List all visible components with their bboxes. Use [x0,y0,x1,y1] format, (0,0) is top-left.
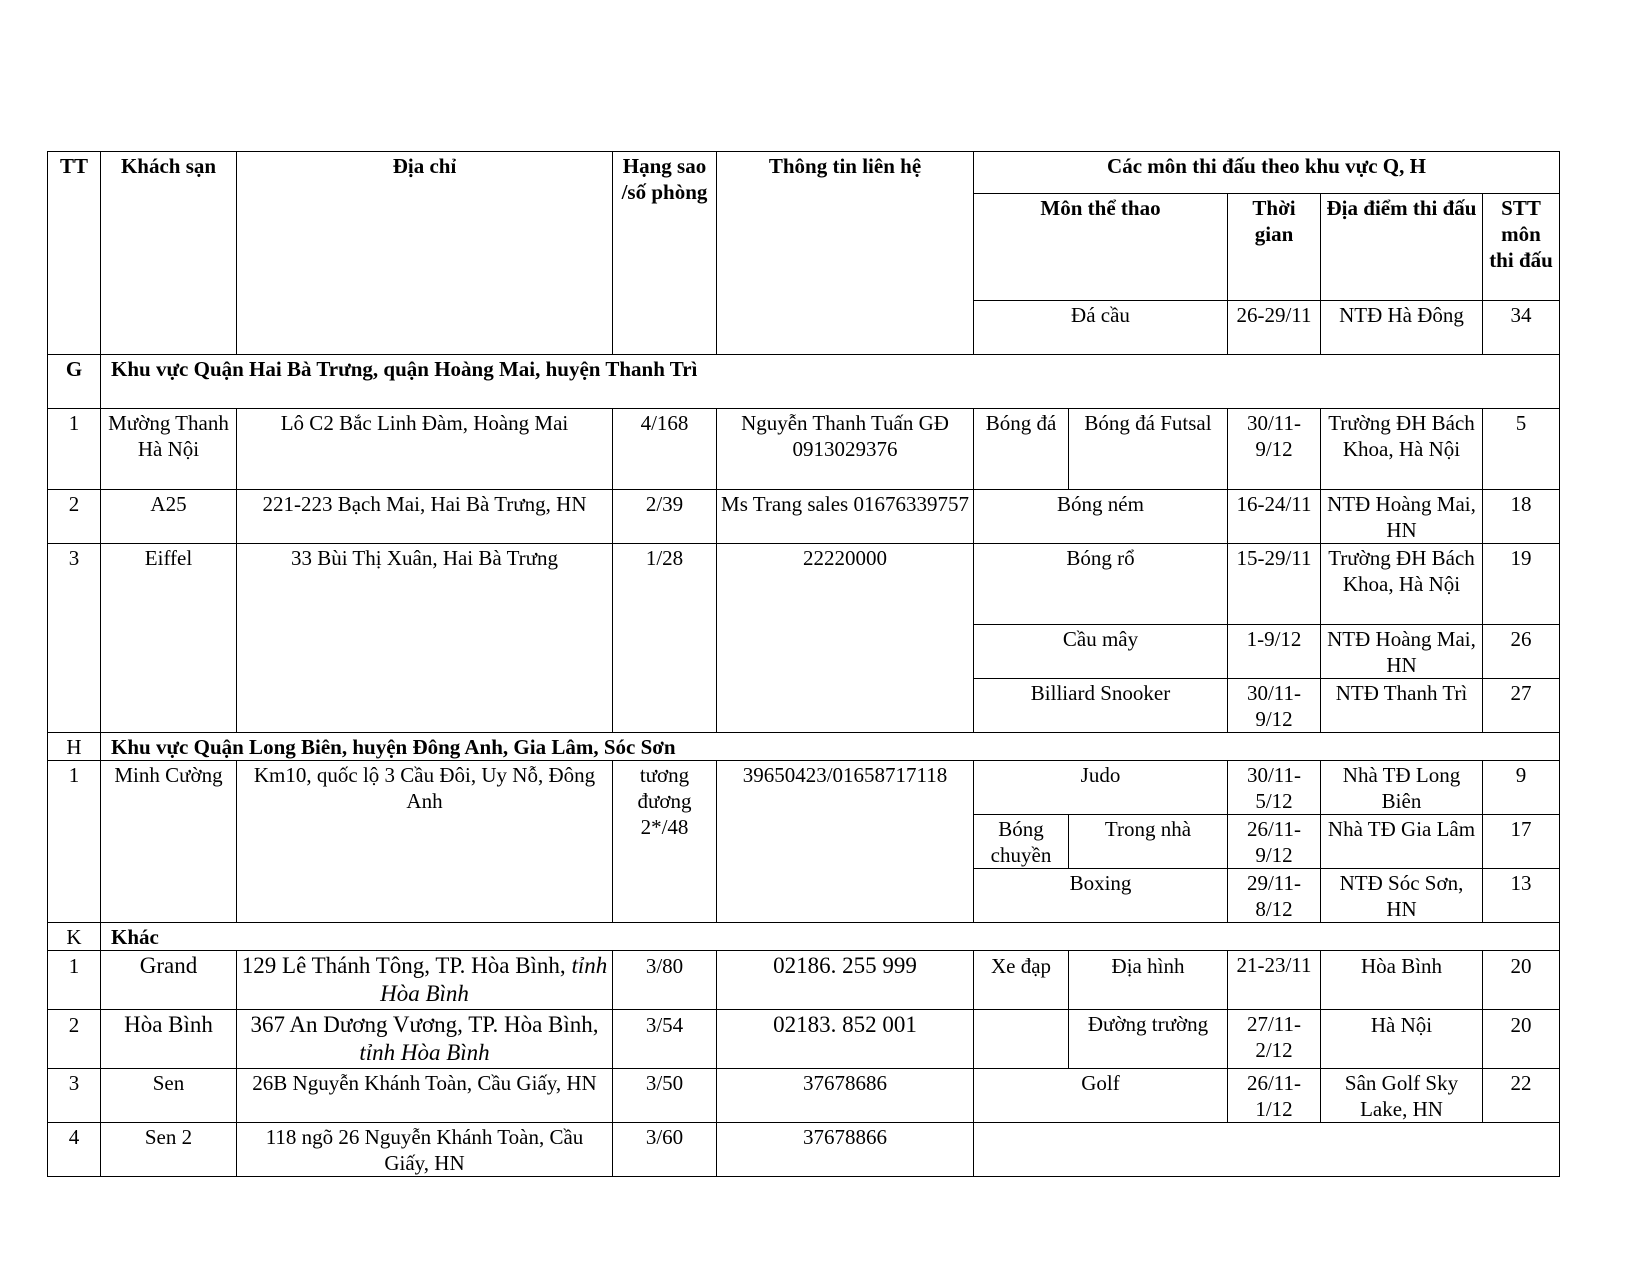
sport-cell: Đá cầu [974,301,1228,355]
hotel-cell: Eiffel [101,544,237,733]
contact-cell: Nguyễn Thanh Tuấn GĐ 0913029376 [717,409,974,490]
section-title: Khu vực Quận Long Biên, huyện Đông Anh, Gia Lâm, Sóc Sơn [101,733,1560,761]
col-header-address: Địa chỉ [237,152,613,355]
sport-cell: Billiard Snooker [974,679,1228,733]
sport-cell [974,1010,1069,1069]
venue-cell: NTĐ Sóc Sơn, HN [1321,869,1483,923]
contact-cell: 37678686 [717,1069,974,1123]
address-province: tỉnh Hòa Bình [380,953,608,1006]
contact-cell: 02183. 852 001 [717,1010,974,1069]
hotel-events-table [47,151,1560,1177]
table-row [48,1010,1560,1069]
sport-cell: Judo [974,761,1228,815]
sport-sub-cell: Trong nhà [1069,815,1228,869]
venue-cell: NTĐ Hoàng Mai, HN [1321,490,1483,544]
tt-cell: 3 [48,1069,101,1123]
section-code: H [48,733,101,761]
hotel-cell: A25 [101,490,237,544]
table-row [48,1123,1560,1177]
tt-cell: 2 [48,490,101,544]
stt-cell: 26 [1483,625,1560,679]
table-row [48,490,1560,544]
sport-cell: Xe đạp [974,951,1069,1010]
address-cell: 33 Bùi Thị Xuân, Hai Bà Trưng [237,544,613,733]
rank-cell: 3/60 [613,1123,717,1177]
section-row-g [48,355,1560,409]
rank-cell: 4/168 [613,409,717,490]
col-header-venue: Địa điểm thi đấu [1321,194,1483,301]
stt-cell: 13 [1483,869,1560,923]
rank-cell: 3/80 [613,951,717,1010]
sport-cell: Boxing [974,869,1228,923]
empty-events-cell [974,1123,1560,1177]
tt-cell: 2 [48,1010,101,1069]
rank-cell: 3/54 [613,1010,717,1069]
stt-cell: 20 [1483,951,1560,1010]
contact-cell: 02186. 255 999 [717,951,974,1010]
time-cell: 16-24/11 [1228,490,1321,544]
sport-sub-cell: Đường trường [1069,1010,1228,1069]
sport-cell: Bóng rổ [974,544,1228,625]
hotel-cell: Hòa Bình [101,1010,237,1069]
hotel-cell: Sen [101,1069,237,1123]
sport-sub-cell: Địa hình [1069,951,1228,1010]
time-cell: 29/11-8/12 [1228,869,1321,923]
time-cell: 21-23/11 [1228,951,1321,1010]
venue-cell: Sân Golf Sky Lake, HN [1321,1069,1483,1123]
section-code: G [48,355,101,409]
stt-cell: 27 [1483,679,1560,733]
time-cell: 30/11-5/12 [1228,761,1321,815]
sport-cell: Bóng chuyền [974,815,1069,869]
hotel-cell: Grand [101,951,237,1010]
time-cell: 26/11-9/12 [1228,815,1321,869]
sport-cell: Cầu mây [974,625,1228,679]
time-cell: 26-29/11 [1228,301,1321,355]
section-title: Khu vực Quận Hai Bà Trưng, quận Hoàng Mai, huyện Thanh Trì [101,355,1560,409]
table-row [48,1069,1560,1123]
rank-cell: 2/39 [613,490,717,544]
col-header-tt: TT [48,152,101,355]
stt-cell: 19 [1483,544,1560,625]
tt-cell: 3 [48,544,101,733]
stt-cell: 22 [1483,1069,1560,1123]
sport-sub-cell: Bóng đá Futsal [1069,409,1228,490]
address-main: 129 Lê Thánh Tông, TP. Hòa Bình, [241,953,566,978]
venue-cell: Nhà TĐ Long Biên [1321,761,1483,815]
table-row [48,544,1560,625]
address-cell [237,1010,613,1069]
col-header-sport: Môn thể thao [974,194,1228,301]
time-cell: 1-9/12 [1228,625,1321,679]
time-cell: 27/11-2/12 [1228,1010,1321,1069]
hotel-cell: Sen 2 [101,1123,237,1177]
header-row-1 [48,152,1560,194]
venue-cell: Trường ĐH Bách Khoa, Hà Nội [1321,409,1483,490]
time-cell: 30/11-9/12 [1228,679,1321,733]
address-cell: 221-223 Bạch Mai, Hai Bà Trưng, HN [237,490,613,544]
address-cell: Lô C2 Bắc Linh Đàm, Hoàng Mai [237,409,613,490]
stt-cell: 17 [1483,815,1560,869]
stt-cell: 9 [1483,761,1560,815]
venue-cell: NTĐ Thanh Trì [1321,679,1483,733]
sport-cell: Bóng đá [974,409,1069,490]
address-main: 367 An Dương Vương, TP. Hòa Bình, [250,1012,599,1037]
time-cell: 15-29/11 [1228,544,1321,625]
rank-cell: tương đương 2*/48 [613,761,717,923]
table-row [48,951,1560,1010]
col-header-contact: Thông tin liên hệ [717,152,974,355]
contact-cell: 22220000 [717,544,974,733]
section-title: Khác [101,923,1560,951]
venue-cell: NTĐ Hoàng Mai, HN [1321,625,1483,679]
venue-cell: Hà Nội [1321,1010,1483,1069]
hotel-cell: Minh Cường [101,761,237,923]
time-cell: 26/11-1/12 [1228,1069,1321,1123]
col-header-hotel: Khách sạn [101,152,237,355]
contact-cell: 37678866 [717,1123,974,1177]
venue-cell: NTĐ Hà Đông [1321,301,1483,355]
stt-cell: 20 [1483,1010,1560,1069]
tt-cell: 1 [48,409,101,490]
sport-cell: Bóng ném [974,490,1228,544]
venue-cell: Trường ĐH Bách Khoa, Hà Nội [1321,544,1483,625]
tt-cell: 1 [48,761,101,923]
table-row [48,409,1560,490]
address-cell: 118 ngõ 26 Nguyễn Khánh Toàn, Cầu Giấy, HN [237,1123,613,1177]
section-code: K [48,923,101,951]
address-cell: Km10, quốc lộ 3 Cầu Đôi, Uy Nỗ, Đông Anh [237,761,613,923]
address-province: tỉnh Hòa Bình [359,1040,490,1065]
address-cell: 26B Nguyễn Khánh Toàn, Cầu Giấy, HN [237,1069,613,1123]
col-header-time: Thời gian [1228,194,1321,301]
stt-cell: 34 [1483,301,1560,355]
col-header-rank: Hạng sao /số phòng [613,152,717,355]
tt-cell: 4 [48,1123,101,1177]
col-header-events-group: Các môn thi đấu theo khu vực Q, H [974,152,1560,194]
hotel-cell: Mường Thanh Hà Nội [101,409,237,490]
address-cell [237,951,613,1010]
rank-cell: 3/50 [613,1069,717,1123]
time-cell: 30/11-9/12 [1228,409,1321,490]
contact-cell: 39650423/01658717118 [717,761,974,923]
col-header-stt: STT môn thi đấu [1483,194,1560,301]
venue-cell: Nhà TĐ Gia Lâm [1321,815,1483,869]
contact-cell: Ms Trang sales 01676339757 [717,490,974,544]
section-row-h [48,733,1560,761]
tt-cell: 1 [48,951,101,1010]
venue-cell: Hòa Bình [1321,951,1483,1010]
section-row-k [48,923,1560,951]
stt-cell: 18 [1483,490,1560,544]
stt-cell: 5 [1483,409,1560,490]
table-row [48,761,1560,815]
sport-cell: Golf [974,1069,1228,1123]
rank-cell: 1/28 [613,544,717,733]
